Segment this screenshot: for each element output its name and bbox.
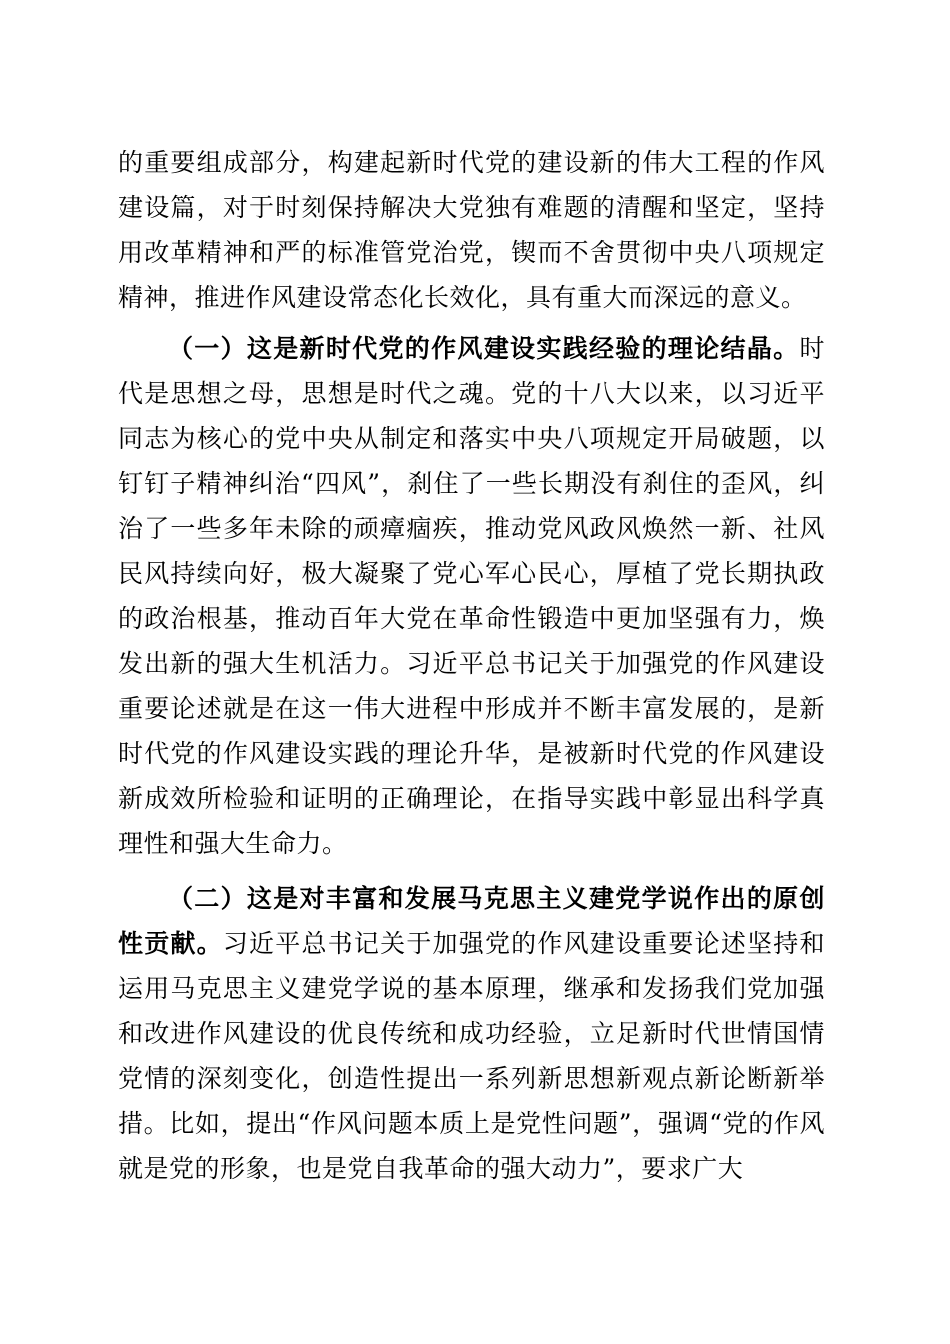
paragraph-section-1 bbox=[118, 326, 825, 866]
document-page bbox=[118, 140, 825, 1191]
paragraph-intro bbox=[118, 140, 825, 320]
paragraph-body: 的重要组成部分，构建起新时代党的建设新的伟大工程的作风建设篇，对于时刻保持解决大党独有难题的清醒和坚定，坚持用改革精神和严的标准管党治党，锲而不舍贯彻中央八项规定精神，推进作风建设常态化长效化，具有重大而深远的意义。 bbox=[118, 148, 825, 312]
paragraph-body: 习近平总书记关于加强党的作风建设重要论述坚持和运用马克思主义建党学说的基本原理，继承和发扬我们党加强和改进作风建设的优良传统和成功经验，立足新时代世情国情党情的深刻变化，创造性提出一系列新思想新观点新论断新举措。比如，提出“作风问题本质上是党性问题”，强调“党的作风就是党的形象，也是党自我革命的强大动力”，要求广大 bbox=[118, 929, 825, 1183]
paragraph-body: 时代是思想之母，思想是时代之魂。党的十八大以来，以习近平同志为核心的党中央从制定和落实中央八项规定开局破题，以钉钉子精神纠治“四风”，刹住了一些长期没有刹住的歪风，纠治了一些多年未除的顽瘴痼疾，推动党风政风焕然一新、社风民风持续向好，极大凝聚了党心军心民心，厚植了党长期执政的政治根基，推动百年大党在革命性锻造中更加坚强有力，焕发出新的强大生机活力。习近平总书记关于加强党的作风建设重要论述就是在这一伟大进程中形成并不断丰富发展的，是新时代党的作风建设实践的理论升华，是被新时代党的作风建设新成效所检验和证明的正确理论，在指导实践中彰显出科学真理性和强大生命力。 bbox=[118, 334, 825, 858]
paragraph-section-2 bbox=[118, 876, 825, 1191]
section-heading: （一）这是新时代党的作风建设实践经验的理论结晶。 bbox=[168, 334, 800, 363]
section-heading: （二）这是对丰富和发展马克思主义建党学说作出的原创性贡献。 bbox=[118, 884, 825, 958]
